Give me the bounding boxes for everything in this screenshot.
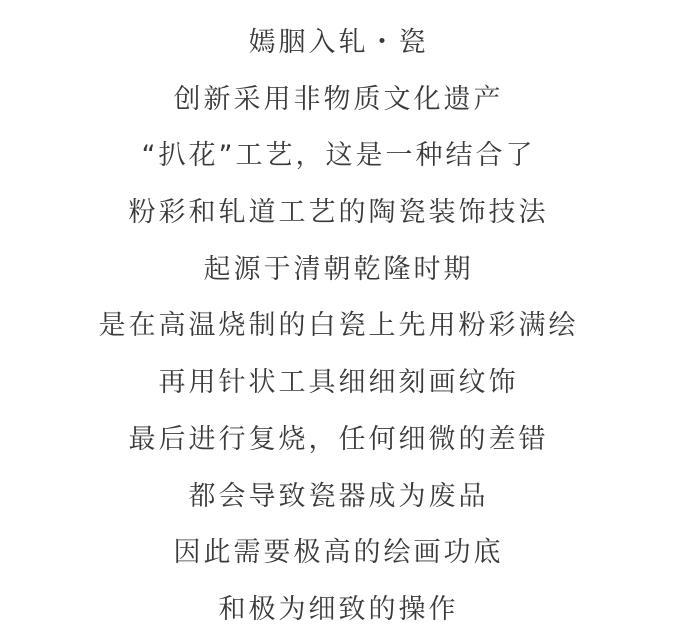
article-title-line: 嫣胭入轧・瓷 [248,27,429,58]
article-text-line: 和极为细致的操作 [218,593,459,625]
article-text-line: 起源于清朝乾隆时期 [203,253,474,285]
article-text-line: “扒花”工艺，这是一种结合了 [141,140,536,172]
article-text-line: 再用针状工具细细刻画纹饰 [158,367,519,399]
article-text-line: 最后进行复烧，任何细微的差错 [128,423,549,455]
article-text-line: 是在高温烧制的白瓷上先用粉彩满绘 [98,310,579,342]
article-text-line: 都会导致瓷器成为废品 [188,480,489,512]
article-text-line: 因此需要极高的绘画功底 [173,537,504,569]
article-text-line: 创新采用非物质文化遗产 [173,83,504,115]
article-text-line: 粉彩和轧道工艺的陶瓷装饰技法 [128,197,549,229]
